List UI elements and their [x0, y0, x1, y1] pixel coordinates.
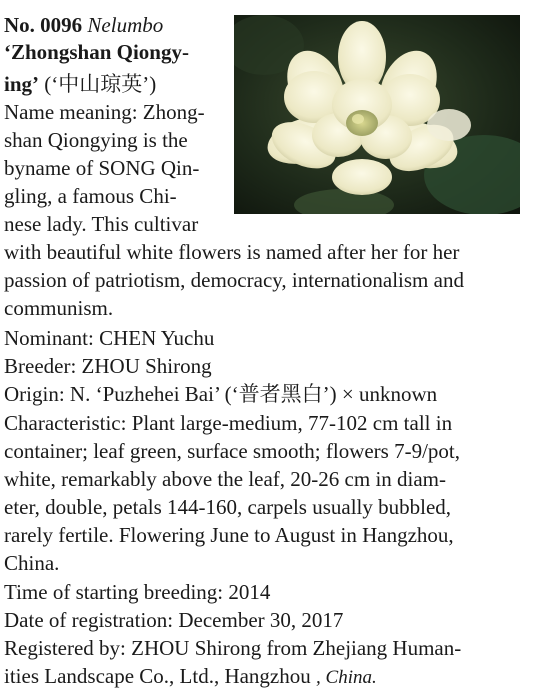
- cultivar-name-line2: [4, 71, 156, 97]
- characteristic-line: China.: [4, 551, 60, 575]
- characteristic-line: container; leaf green, surface smooth; flowers 7-9/pot,: [4, 439, 461, 463]
- chinese-name: (‘中山琼英’): [44, 72, 157, 96]
- name-meaning-line: communism.: [4, 296, 114, 320]
- name-meaning-line: nese lady. This cultivar: [4, 212, 199, 236]
- name-meaning-line: shan Qiongying is the: [4, 128, 188, 152]
- name-meaning-line: Name meaning: Zhong-: [4, 100, 205, 124]
- cultivar-name-line1: ‘Zhongshan Qiongy-: [4, 40, 189, 64]
- name-meaning-line: gling, a famous Chi-: [4, 184, 177, 208]
- breeder: Breeder: ZHOU Shirong: [4, 354, 212, 378]
- name-meaning-line: with beautiful white flowers is named after her for her: [4, 240, 460, 264]
- time-of-breeding: Time of starting breeding: 2014: [4, 580, 271, 604]
- entry-header: [4, 12, 163, 38]
- registrant-country: , China.: [316, 667, 377, 688]
- registered-by-line1: Registered by: ZHOU Shirong from Zhejiang Human-: [4, 636, 462, 660]
- characteristic-line: eter, double, petals 144-160, carpels usually bubbled,: [4, 495, 452, 519]
- date-of-registration: Date of registration: December 30, 2017: [4, 608, 344, 632]
- registered-by-line2: [4, 663, 377, 691]
- name-meaning-line: byname of SONG Qin-: [4, 156, 200, 180]
- origin: Origin: N. ‘Puzhehei Bai’ (‘普者黑白’) × unknown: [4, 382, 438, 406]
- lotus-flower-image: [234, 15, 520, 214]
- characteristic-line: white, remarkably above the leaf, 20-26 cm in diam-: [4, 467, 447, 491]
- cultivar-name-end: ing’: [4, 72, 40, 96]
- registrant-org: ities Landscape Co., Ltd., Hangzhou: [4, 664, 311, 688]
- characteristic-line: rarely fertile. Flowering June to August in Hangzhou,: [4, 523, 454, 547]
- characteristic-line: Characteristic: Plant large-medium, 77-102 cm tall in: [4, 411, 453, 435]
- entry-number: No. 0096: [4, 13, 83, 37]
- name-meaning-line: passion of patriotism, democracy, internationalism and: [4, 268, 464, 292]
- lotus-flower-photo: [234, 15, 520, 214]
- nominant: Nominant: CHEN Yuchu: [4, 326, 215, 350]
- genus-name: Nelumbo: [87, 13, 164, 37]
